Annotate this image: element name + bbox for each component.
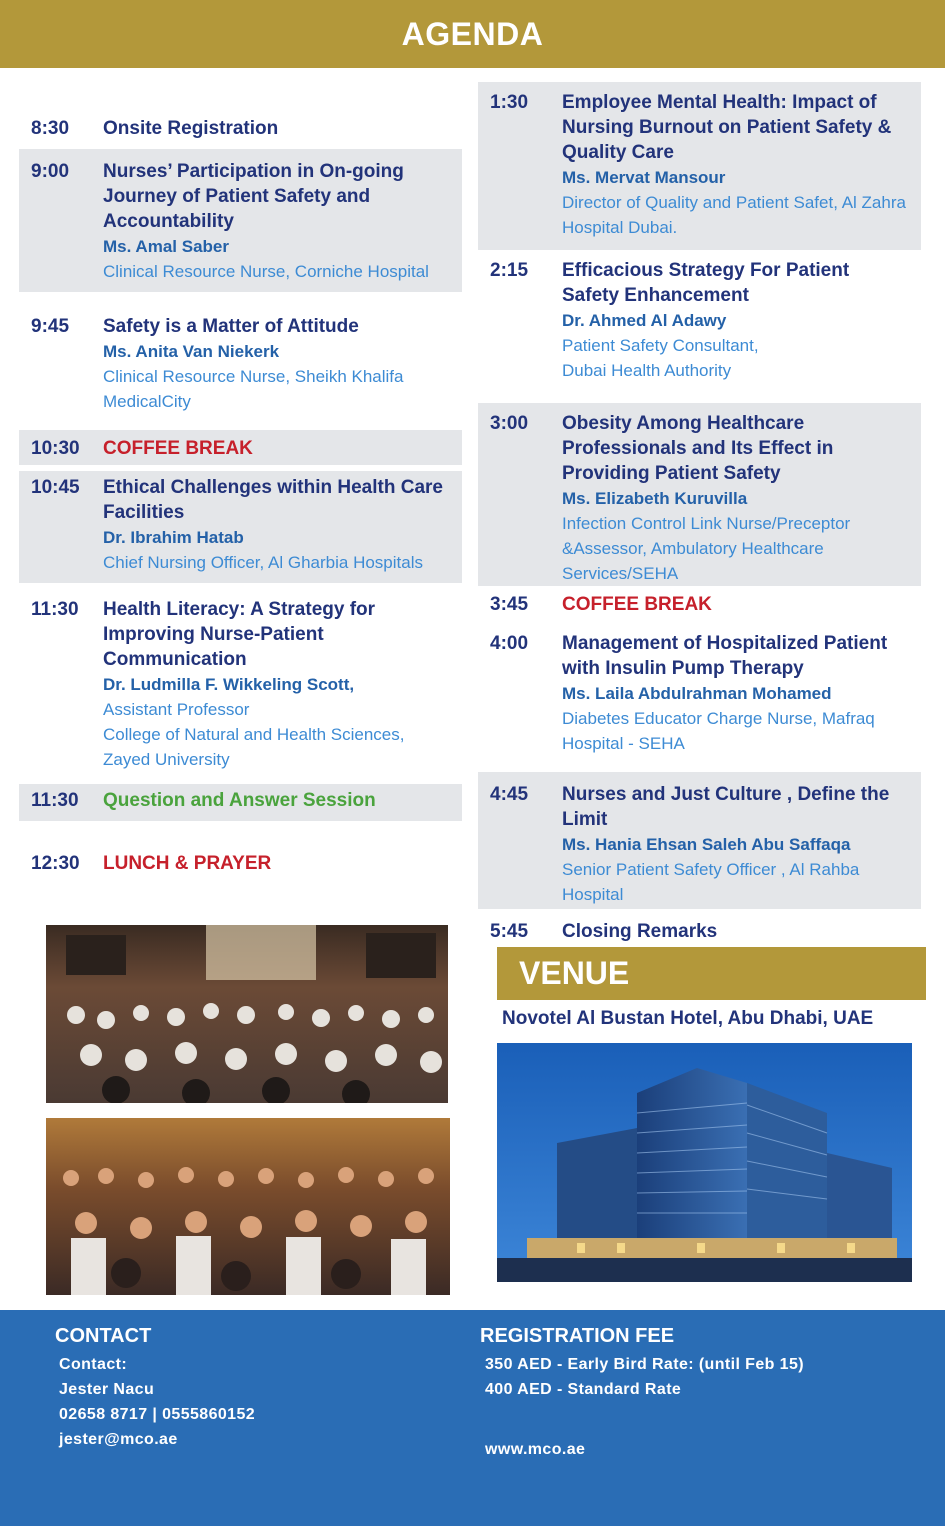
- morning-item: [19, 597, 462, 778]
- website-link[interactable]: www.mco.ae: [485, 1441, 586, 1458]
- session-time: 1:30: [490, 92, 529, 113]
- afternoon-item: [478, 915, 921, 944]
- contact-heading: CONTACT: [55, 1325, 152, 1347]
- agenda-header: [0, 0, 945, 68]
- hotel-photo: [497, 1043, 912, 1282]
- session-speaker-role: Assistant Professor College of Natural and Health Sciences, Zayed University: [103, 700, 405, 769]
- session-time: 9:00: [31, 161, 70, 182]
- session-speaker-role: Chief Nursing Officer, Al Gharbia Hospitals: [103, 553, 423, 572]
- venue-name: Novotel Al Bustan Hotel, Abu Dhabi, UAE: [502, 1008, 874, 1029]
- session-speaker: Ms. Laila Abdulrahman Mohamed: [562, 684, 832, 703]
- session-time: 10:30: [31, 438, 80, 459]
- session-details: [103, 159, 450, 284]
- afternoon-item: [478, 403, 921, 586]
- session-speaker-role: Infection Control Link Nurse/Preceptor &Assessor, Ambulatory Healthcare Services/SEHA: [562, 514, 851, 583]
- session-title: COFFEE BREAK: [562, 594, 712, 615]
- morning-item: [19, 314, 462, 422]
- morning-item: [19, 430, 462, 465]
- session-title: Ethical Challenges within Health Care Facilities: [103, 477, 443, 523]
- session-title: Management of Hospitalized Patient with Insulin Pump Therapy: [562, 633, 888, 679]
- session-title: Health Literacy: A Strategy for Improving Nurse-Patient Communication: [103, 599, 376, 670]
- early-bird-rate: 350 AED - Early Bird Rate: (until Feb 15): [485, 1356, 804, 1373]
- session-time: 3:00: [490, 413, 529, 434]
- session-time: 5:45: [490, 921, 529, 942]
- session-title: Closing Remarks: [562, 921, 718, 942]
- session-details: [103, 597, 450, 772]
- registration-heading: REGISTRATION FEE: [480, 1325, 675, 1347]
- session-details: [103, 851, 450, 876]
- session-time: 8:30: [31, 118, 70, 139]
- session-details: [562, 782, 909, 907]
- session-title: Safety is a Matter of Attitude: [103, 316, 359, 337]
- session-speaker: Ms. Hania Ehsan Saleh Abu Saffaqa: [562, 835, 851, 854]
- standard-rate: 400 AED - Standard Rate: [485, 1381, 682, 1398]
- session-speaker-role: Clinical Resource Nurse, Corniche Hospital: [103, 262, 429, 281]
- session-title: LUNCH & PRAYER: [103, 853, 272, 874]
- session-speaker-role: Clinical Resource Nurse, Sheikh Khalifa MedicalCity: [103, 367, 404, 411]
- session-details: [562, 631, 909, 756]
- morning-item: [19, 851, 462, 876]
- session-title: Efficacious Strategy For Patient Safety Enhancement: [562, 260, 850, 306]
- session-time: 12:30: [31, 853, 80, 874]
- afternoon-item: [478, 82, 921, 250]
- session-details: [103, 116, 450, 141]
- session-speaker-role: Diabetes Educator Charge Nurse, Mafraq Hospital - SEHA: [562, 709, 875, 753]
- contact-email[interactable]: jester@mco.ae: [59, 1431, 178, 1448]
- session-title: Obesity Among Healthcare Professionals and Its Effect in Providing Patient Safety: [562, 413, 834, 484]
- session-speaker: Ms. Anita Van Niekerk: [103, 342, 280, 361]
- session-time: 9:45: [31, 316, 70, 337]
- session-title: Onsite Registration: [103, 118, 279, 139]
- session-speaker-role: Patient Safety Consultant, Dubai Health Authority: [562, 336, 759, 380]
- session-time: 11:30: [31, 599, 79, 620]
- session-title: Nurses’ Participation in On-going Journey of Patient Safety and Accountability: [103, 161, 404, 232]
- session-details: [562, 592, 909, 617]
- morning-item: [19, 108, 462, 149]
- agenda-morning-column: [19, 108, 462, 876]
- agenda-afternoon-column: [478, 82, 921, 944]
- morning-item: [19, 471, 462, 583]
- session-speaker: Dr. Ahmed Al Adawy: [562, 311, 727, 330]
- session-speaker: Ms. Amal Saber: [103, 237, 229, 256]
- contact-name: Jester Nacu: [59, 1381, 155, 1398]
- session-time: 2:15: [490, 260, 529, 281]
- session-details: [103, 475, 450, 575]
- session-speaker: Ms. Mervat Mansour: [562, 168, 726, 187]
- session-details: [562, 90, 909, 240]
- session-time: 4:45: [490, 784, 529, 805]
- session-details: [103, 436, 450, 461]
- session-details: [562, 258, 909, 383]
- contact-label: Contact:: [59, 1356, 128, 1373]
- morning-item: [19, 784, 462, 821]
- footer: [0, 1310, 945, 1526]
- afternoon-item: [478, 772, 921, 909]
- session-speaker: Ms. Elizabeth Kuruvilla: [562, 489, 748, 508]
- session-details: [562, 411, 909, 586]
- afternoon-item: [478, 625, 921, 766]
- session-title: Nurses and Just Culture , Define the Limit: [562, 784, 890, 830]
- afternoon-item: [478, 586, 921, 625]
- session-time: 3:45: [490, 594, 529, 615]
- session-time: 11:30: [31, 790, 79, 811]
- morning-item: [19, 149, 462, 292]
- venue-bar: [497, 947, 926, 1000]
- session-title: Employee Mental Health: Impact of Nursing Burnout on Patient Safety & Quality Care: [562, 92, 892, 163]
- audience-photo-1: [46, 925, 448, 1103]
- audience-photo-2: [46, 1118, 450, 1295]
- session-speaker-role: Senior Patient Safety Officer , Al Rahba Hospital: [562, 860, 860, 904]
- session-speaker: Dr. Ludmilla F. Wikkeling Scott,: [103, 675, 355, 694]
- session-details: [103, 788, 450, 813]
- session-title: COFFEE BREAK: [103, 438, 253, 459]
- session-speaker-role: Director of Quality and Patient Safet, Al Zahra Hospital Dubai.: [562, 193, 906, 237]
- session-details: [103, 314, 450, 414]
- contact-phone[interactable]: 02658 8717 | 0555860152: [59, 1406, 256, 1423]
- agenda-title: AGENDA: [401, 15, 544, 52]
- session-speaker: Dr. Ibrahim Hatab: [103, 528, 244, 547]
- session-title: Question and Answer Session: [103, 790, 376, 811]
- session-details: [562, 919, 909, 944]
- venue-heading: VENUE: [519, 955, 630, 991]
- afternoon-item: [478, 254, 921, 391]
- session-time: 4:00: [490, 633, 529, 654]
- session-time: 10:45: [31, 477, 80, 498]
